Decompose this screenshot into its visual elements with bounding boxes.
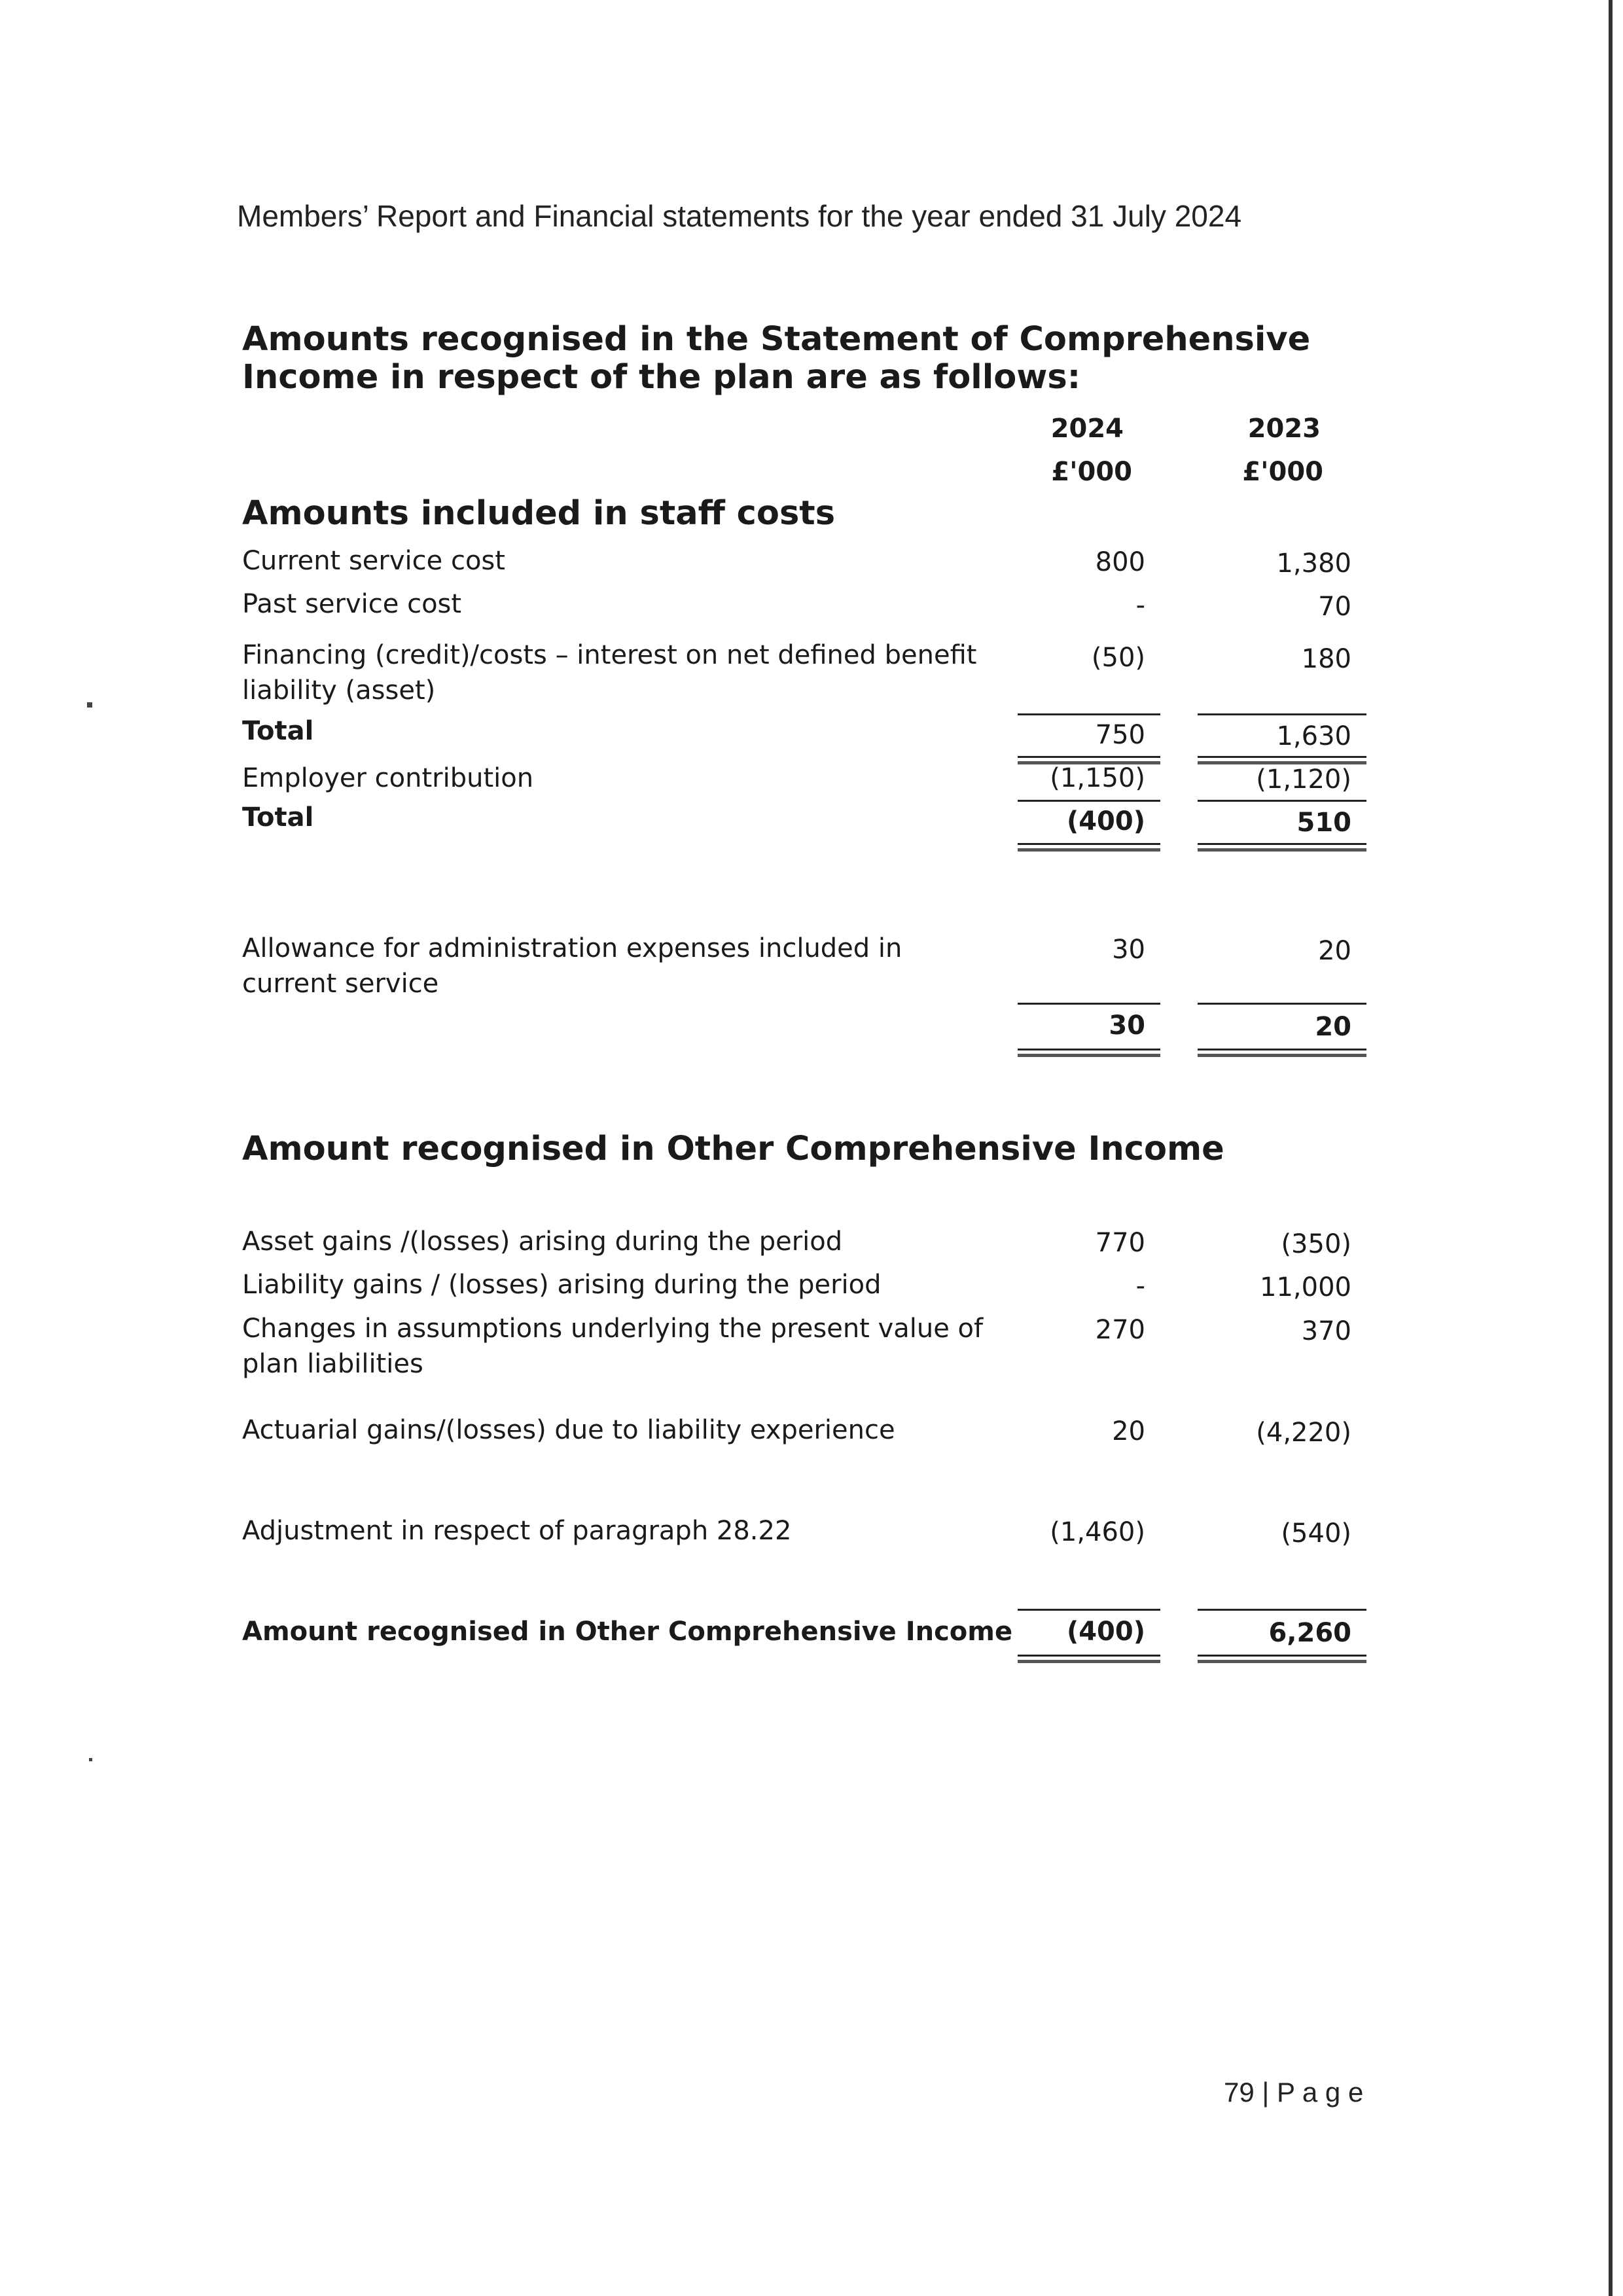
scan-mark	[87, 702, 92, 708]
total-2023: 6,260	[1268, 1618, 1351, 1648]
subtotal-rule	[1018, 1609, 1160, 1611]
value-2024: (400)	[1066, 806, 1145, 836]
value-2024: 750	[1095, 720, 1145, 750]
unit-header-2023: £'000	[1242, 457, 1323, 487]
row-label: Changes in assumptions underlying the present value of plan liabilities	[242, 1314, 984, 1379]
row-label: Financing (credit)/costs – interest on net defined benefit liability (asset)	[242, 640, 977, 706]
row-label: Adjustment in respect of paragraph 28.22	[242, 1516, 792, 1546]
subtotal-rule	[1198, 756, 1366, 758]
value-2024: (50)	[1091, 643, 1145, 673]
total-2024: (400)	[1066, 1617, 1145, 1647]
subtotal-rule	[1198, 800, 1366, 802]
row-label: Actuarial gains/(losses) due to liability experience	[242, 1415, 895, 1445]
value-2023: 20	[1318, 936, 1351, 966]
column-header-2023: 2023	[1247, 414, 1321, 444]
subtotal-rule	[1198, 713, 1366, 715]
value-2023: 1,630	[1276, 721, 1351, 751]
running-title: Members’ Report and Financial statements for the year ended 31 July 2024	[237, 199, 1242, 233]
subtotal-rule	[1018, 1003, 1160, 1005]
scan-mark	[89, 1758, 92, 1761]
value-2024: 20	[1112, 1416, 1145, 1446]
row-label: Total	[242, 716, 314, 746]
value-2024: (1,460)	[1050, 1517, 1145, 1547]
total-2023: 20	[1315, 1012, 1351, 1042]
subtotal-rule	[1018, 800, 1160, 802]
row-label: Employer contribution	[242, 763, 534, 793]
section-title-oci: Amount recognised in Other Comprehensive Income	[242, 1130, 1224, 1168]
value-2023: (1,120)	[1256, 764, 1351, 795]
value-2023: 1,380	[1276, 548, 1351, 579]
value-2024: -	[1135, 1271, 1145, 1301]
value-2024: 270	[1095, 1315, 1145, 1345]
value-2023: (4,220)	[1256, 1418, 1351, 1448]
value-2024: 800	[1095, 547, 1145, 577]
section-subtitle-staff-costs: Amounts included in staff costs	[242, 494, 836, 533]
row-label: Amount recognised in Other Comprehensive Income	[242, 1617, 1013, 1647]
value-2023: 11,000	[1260, 1272, 1351, 1302]
row-label: Allowance for administration expenses included in current service	[242, 933, 902, 999]
value-2023: 370	[1301, 1316, 1351, 1346]
value-2024: 770	[1095, 1228, 1145, 1258]
subtotal-rule	[1018, 756, 1160, 758]
subtotal-rule	[1198, 1609, 1366, 1611]
total-rule	[1018, 843, 1160, 845]
value-2024: -	[1135, 590, 1145, 620]
total-rule	[1198, 1655, 1366, 1657]
subtotal-rule	[1018, 713, 1160, 715]
value-2023: (350)	[1281, 1229, 1351, 1259]
value-2023: 180	[1301, 644, 1351, 674]
scan-edge	[1609, 0, 1613, 2296]
value-2024: (1,150)	[1050, 763, 1145, 793]
column-header-2024: 2024	[1050, 414, 1124, 444]
value-2024: 30	[1112, 935, 1145, 965]
unit-header-2024: £'000	[1051, 457, 1132, 487]
row-label: Asset gains /(losses) arising during the period	[242, 1227, 843, 1257]
page-number: 79 | P a g e	[1224, 2077, 1364, 2108]
total-2024: 30	[1109, 1011, 1145, 1041]
value-2023: 70	[1318, 592, 1351, 622]
row-label: Liability gains / (losses) arising during the period	[242, 1270, 882, 1300]
total-rule	[1198, 843, 1366, 845]
row-label: Past service cost	[242, 589, 462, 619]
total-rule	[1018, 1049, 1160, 1050]
value-2023: 510	[1296, 808, 1351, 838]
row-label: Current service cost	[242, 546, 505, 576]
total-rule	[1018, 1655, 1160, 1657]
row-label: Total	[242, 802, 314, 833]
subtotal-rule	[1198, 1003, 1366, 1005]
section-title-soci: Amounts recognised in the Statement of Comprehensive Income in respect of the plan are as follows:	[242, 320, 1311, 397]
total-rule	[1198, 1049, 1366, 1050]
value-2023: (540)	[1281, 1518, 1351, 1549]
